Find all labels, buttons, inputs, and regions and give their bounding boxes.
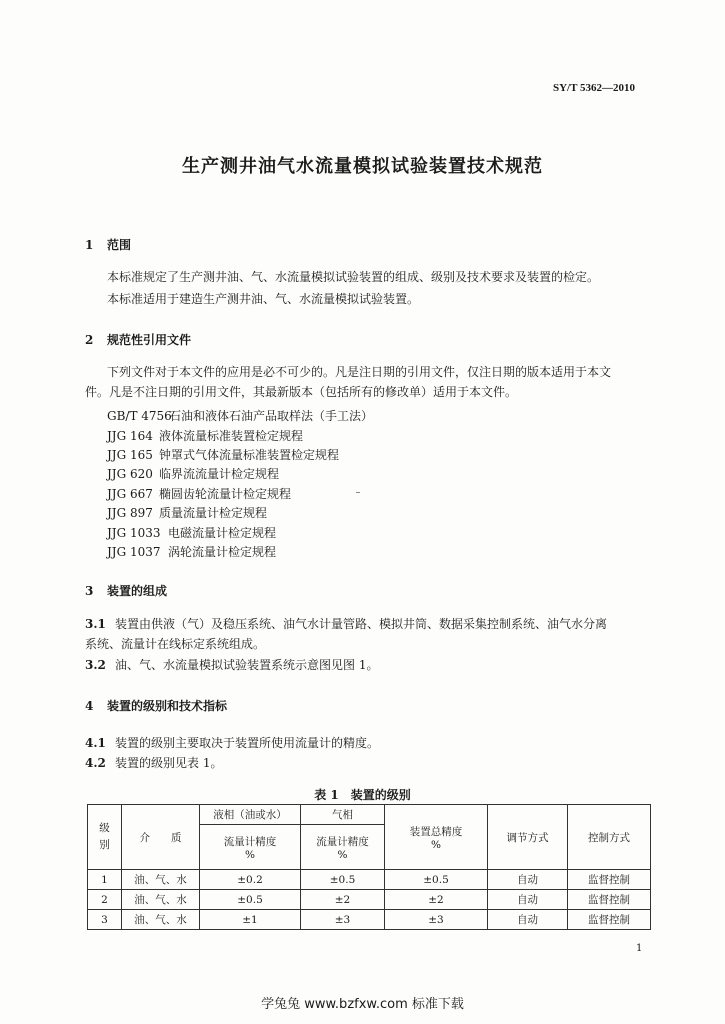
paragraph: 本标准规定了生产测井油、气、水流量模拟试验装置的组成、级别及技术要求及装置的检定。 xyxy=(107,270,600,284)
clause-number: 3.2 xyxy=(85,658,106,672)
header-gas-precision xyxy=(301,825,385,870)
clause-text: 油、气、水流量模拟试验装置系统示意图见图 1。 xyxy=(115,658,379,672)
cell-adjust: 自动 xyxy=(488,910,568,930)
cell-adjust: 自动 xyxy=(488,890,568,910)
reference-title: 电磁流量计检定规程 xyxy=(168,526,277,540)
reference-code: GB/T 4756 xyxy=(107,409,172,423)
header-control: 控制方式 xyxy=(568,805,651,870)
reference-item xyxy=(107,504,267,521)
standard-number: SY/T 5362—2010 xyxy=(553,82,636,94)
header-total-precision xyxy=(385,805,488,870)
cell-grade: 2 xyxy=(88,890,122,910)
section-2-heading xyxy=(85,331,191,348)
reference-item xyxy=(107,427,303,444)
section-title: 装置的级别和技术指标 xyxy=(107,699,228,713)
reference-code: JJG 165 xyxy=(107,448,153,462)
section-number: 1 xyxy=(85,238,94,252)
header-grade: 级 别 xyxy=(88,805,122,870)
section-title: 装置的组成 xyxy=(107,584,168,598)
header-unit: % xyxy=(245,848,255,861)
clause xyxy=(85,656,378,674)
cell-grade: 3 xyxy=(88,910,122,930)
section-3-heading xyxy=(85,582,167,599)
section-number: 3 xyxy=(85,584,94,598)
reference-item xyxy=(107,446,339,463)
section-number: 4 xyxy=(85,699,94,713)
cell-gas: ±3 xyxy=(301,910,385,930)
section-4-heading xyxy=(85,697,227,714)
reference-code: JJG 897 xyxy=(107,506,153,520)
cell-liquid: ±0.2 xyxy=(200,870,301,890)
paragraph: 下列文件对于本文件的应用是必不可少的。凡是注日期的引用文件，仅注日期的版本适用于本文 xyxy=(107,365,612,379)
reference-code: JJG 1037 xyxy=(107,545,161,559)
cell-control: 监督控制 xyxy=(568,870,651,890)
section-1-heading xyxy=(85,236,131,253)
clause-number: 4.2 xyxy=(85,756,106,770)
header-unit: % xyxy=(337,848,348,861)
paragraph: 本标准适用于建造生产测井油、气、水流量模拟试验装置。 xyxy=(107,292,420,306)
paragraph: 件。凡是不注日期的引用文件，其最新版本（包括所有的修改单）适用于本文件。 xyxy=(85,385,518,399)
reference-item xyxy=(107,543,276,560)
reference-item xyxy=(107,485,291,502)
cell-gas: ±0.5 xyxy=(301,870,385,890)
table-row xyxy=(88,870,651,890)
cell-adjust: 自动 xyxy=(488,870,568,890)
cell-liquid: ±1 xyxy=(200,910,301,930)
page-number: 1 xyxy=(636,943,643,954)
reference-code: JJG 164 xyxy=(107,429,153,443)
cell-control: 监督控制 xyxy=(568,910,651,930)
header-unit: % xyxy=(431,838,441,851)
clause xyxy=(85,754,222,772)
scan-speck xyxy=(356,492,360,493)
footer-watermark: 学兔兔 www.bzfxw.com 标准下载 xyxy=(261,997,464,1012)
cell-total: ±2 xyxy=(385,890,488,910)
cell-liquid: ±0.5 xyxy=(200,890,301,910)
table-caption: 表 1 装置的级别 xyxy=(314,788,411,802)
clause-number: 4.1 xyxy=(85,736,106,750)
clause xyxy=(85,615,607,633)
header-liquid-precision xyxy=(200,825,301,870)
reference-title: 钟罩式气体流量标准装置检定规程 xyxy=(159,448,340,462)
reference-title: 涡轮流量计检定规程 xyxy=(168,545,277,559)
clause-text: 装置的级别见表 1。 xyxy=(115,756,223,770)
reference-code: JJG 620 xyxy=(107,467,153,481)
header-gas-phase: 气相 xyxy=(301,805,385,825)
document-title: 生产测井油气水流量模拟试验装置技术规范 xyxy=(182,156,543,177)
reference-title: 液体流量标准装置检定规程 xyxy=(159,429,304,443)
header-liquid-precision-label: 流量计精度 xyxy=(223,835,277,848)
grade-table xyxy=(87,804,651,930)
cell-medium: 油、气、水 xyxy=(122,890,200,910)
reference-title: 椭圆齿轮流量计检定规程 xyxy=(159,487,292,501)
cell-medium: 油、气、水 xyxy=(122,870,200,890)
header-liquid-phase: 液相（油或水） xyxy=(200,805,301,825)
header-gas-precision-label: 流量计精度 xyxy=(316,835,369,848)
cell-grade: 1 xyxy=(88,870,122,890)
header-total-precision-label: 装置总精度 xyxy=(409,825,463,838)
reference-title: 质量流量计检定规程 xyxy=(159,506,268,520)
section-title: 范围 xyxy=(107,238,132,252)
clause-text: 装置由供液（气）及稳压系统、油气水计量管路、模拟井筒、数据采集控制系统、油气水分离 xyxy=(115,617,608,631)
table-row xyxy=(88,890,651,910)
reference-code: JJG 1033 xyxy=(107,526,161,540)
cell-medium: 油、气、水 xyxy=(122,910,200,930)
table-row xyxy=(88,910,651,930)
clause-number: 3.1 xyxy=(85,617,106,631)
header-adjust: 调节方式 xyxy=(488,805,568,870)
reference-title: 石油和液体石油产品取样法（手工法） xyxy=(169,409,374,423)
cell-gas: ±2 xyxy=(301,890,385,910)
cell-total: ±0.5 xyxy=(385,870,488,890)
clause-text: 装置的级别主要取决于装置所使用流量计的精度。 xyxy=(115,736,380,750)
reference-title: 临界流流量计检定规程 xyxy=(159,467,280,481)
reference-item xyxy=(107,465,279,482)
reference-code: JJG 667 xyxy=(107,487,153,501)
reference-item xyxy=(107,524,276,541)
section-number: 2 xyxy=(85,333,94,347)
section-title: 规范性引用文件 xyxy=(107,333,192,347)
paragraph: 系统、流量计在线标定系统组成。 xyxy=(85,637,266,651)
clause xyxy=(85,734,379,752)
header-medium: 介 质 xyxy=(122,805,200,870)
cell-total: ±3 xyxy=(385,910,488,930)
cell-control: 监督控制 xyxy=(568,890,651,910)
reference-item xyxy=(107,407,373,424)
